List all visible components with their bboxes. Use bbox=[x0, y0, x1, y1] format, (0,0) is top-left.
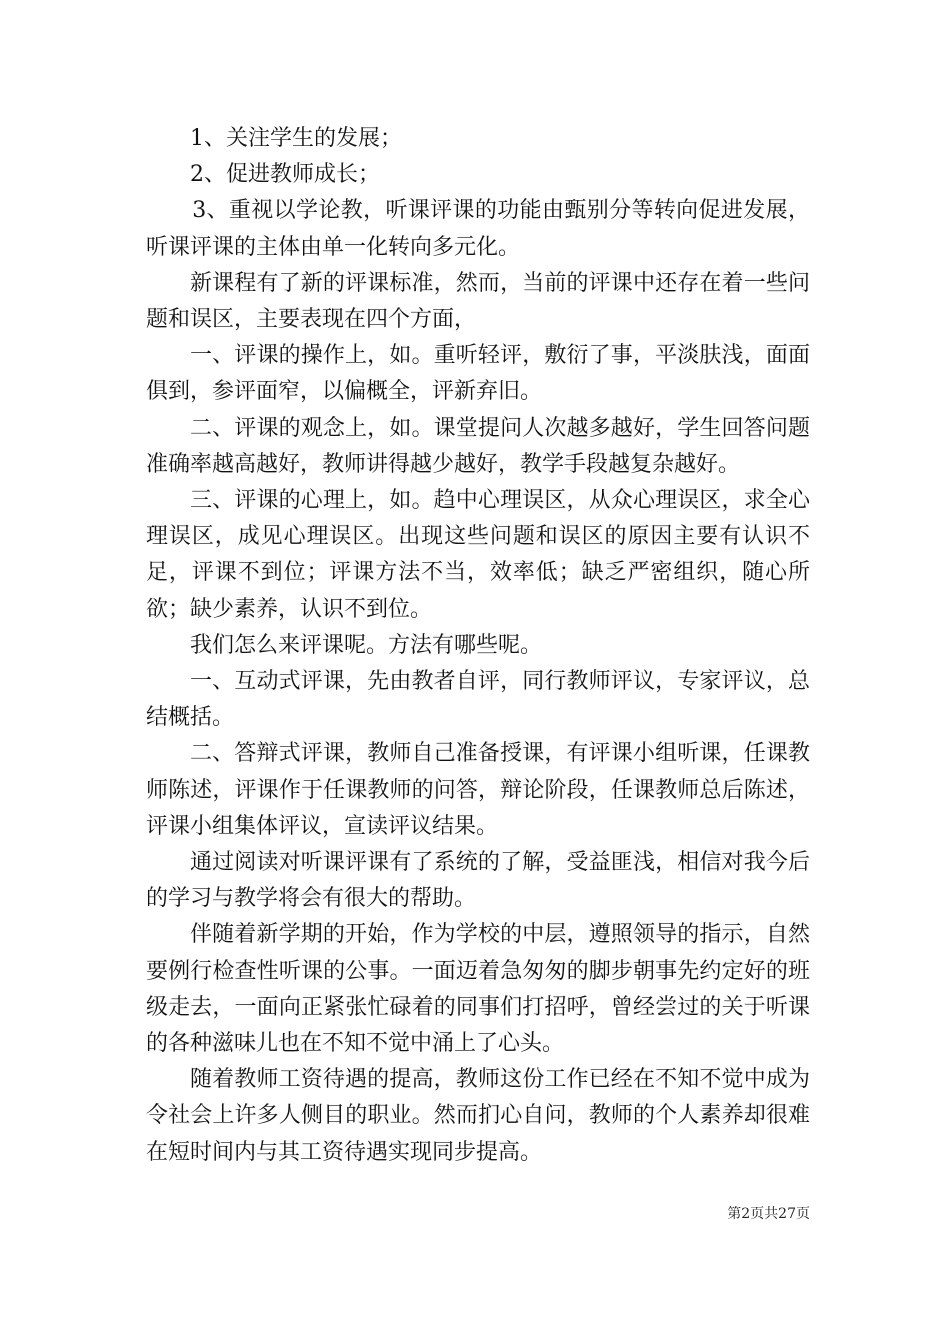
paragraph-3: 3、重视以学论教，听课评课的功能由甄别分等转向促进发展，听课评课的主体由单一化转向多元化。 bbox=[146, 198, 810, 260]
paragraph-6: 二、评课的观念上，如。课堂提问人次越多越好，学生回答问题准确率越高越好，教师讲得越少越好，教学手段越复杂越好。 bbox=[146, 415, 810, 477]
paragraph-11: 通过阅读对听课评课有了系统的了解，受益匪浅，相信对我今后的学习与教学将会有很大的帮助。 bbox=[146, 850, 810, 912]
paragraph-2: 2、促进教师成长； bbox=[190, 162, 380, 188]
paragraph-5: 一、评课的操作上，如。重听轻评，敷衍了事，平淡肤浅，面面俱到，参评面窄，以偏概全，评新弃旧。 bbox=[146, 343, 810, 405]
paragraph-10: 二、答辩式评课，教师自己准备授课，有评课小组听课，任课教师陈述，评课作于任课教师的问答，辩论阶段，任课教师总后陈述，评课小组集体评议，宣读评议结果。 bbox=[146, 741, 810, 839]
paragraph-9: 一、互动式评课，先由教者自评，同行教师评议，专家评议，总结概括。 bbox=[146, 669, 810, 731]
paragraph-13: 随着教师工资待遇的提高，教师这份工作已经在不知不觉中成为令社会上许多人侧目的职业。然而扪心自问，教师的个人素养却很难在短时间内与其工资待遇实现同步提高。 bbox=[146, 1067, 810, 1165]
paragraph-8: 我们怎么来评课呢。方法有哪些呢。 bbox=[190, 632, 543, 658]
paragraph-1: 1、关注学生的发展； bbox=[190, 126, 402, 151]
page-number: 第2页共27页 bbox=[727, 1206, 810, 1222]
paragraph-7: 三、评课的心理上，如。趋中心理误区，从众心理误区，求全心理误区，成见心理误区。出现这些问题和误区的原因主要有认识不足，评课不到位；评课方法不当，效率低；缺乏严密组织，随心所欲；缺少素养，认识不到位。 bbox=[146, 488, 810, 622]
document-body bbox=[146, 121, 810, 1171]
paragraph-12: 伴随着新学期的开始，作为学校的中层，遵照领导的指示，自然要例行检查性听课的公事。一面迈着急匆匆的脚步朝事先约定好的班级走去，一面向正紧张忙碌着的同事们打招呼，曾经尝过的关于听课的各种滋味儿也在不知不觉中涌上了心头。 bbox=[146, 922, 810, 1057]
paragraph-4: 新课程有了新的评课标准，然而，当前的评课中还存在着一些问题和误区，主要表现在四个方面， bbox=[146, 270, 810, 333]
